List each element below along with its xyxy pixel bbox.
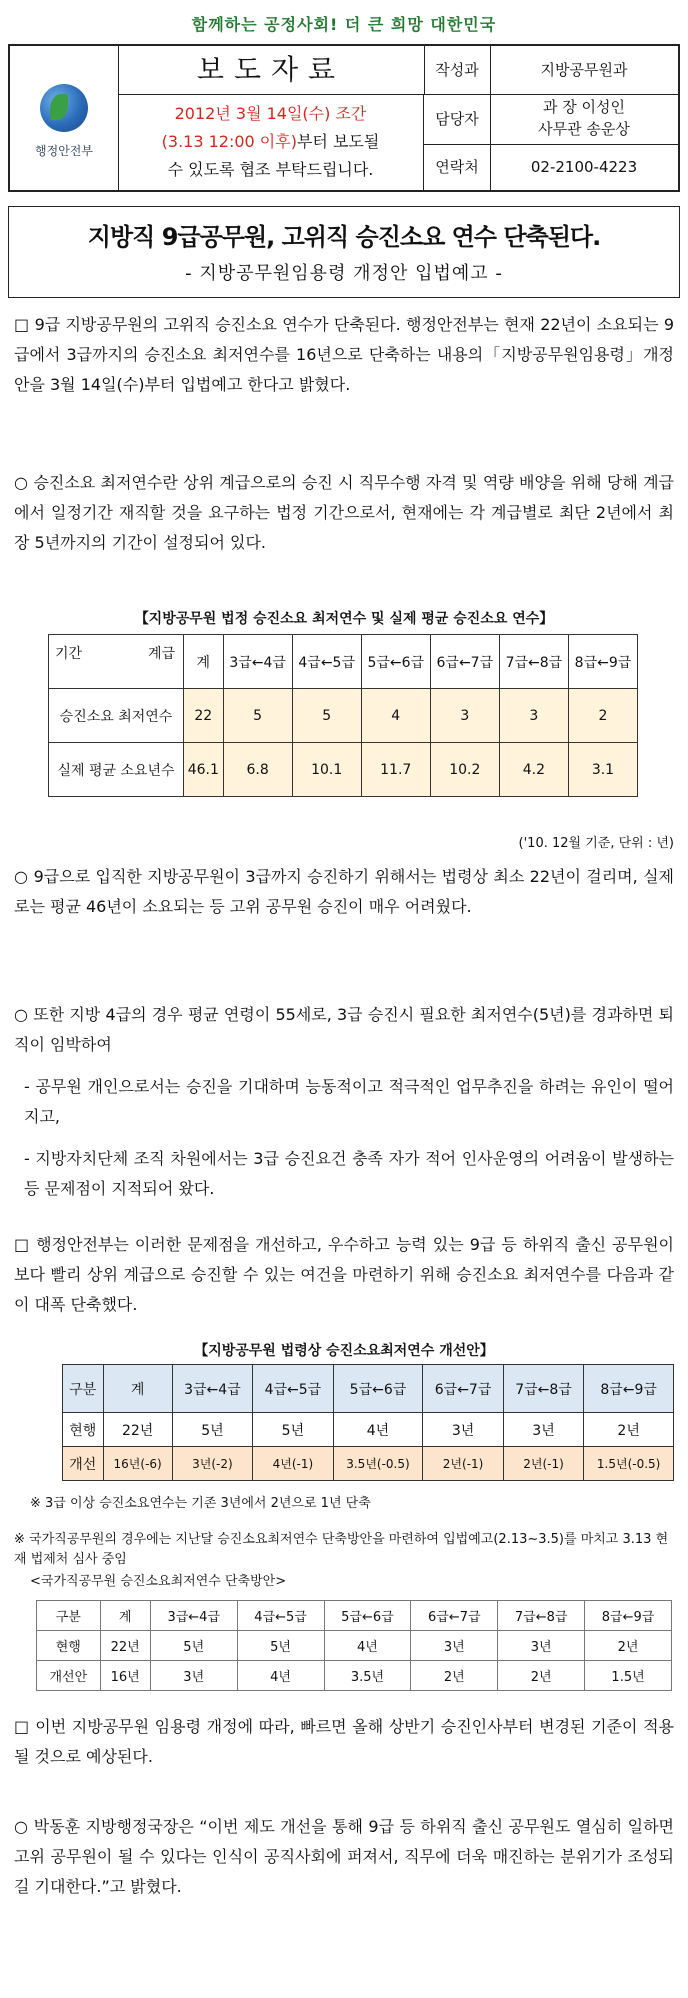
table2-header: 6급←7급	[423, 1365, 503, 1413]
logo-cell	[10, 46, 119, 190]
row-label: 개선안	[37, 1661, 101, 1691]
table3-header: 3급←4급	[150, 1601, 237, 1631]
logo-text: 행정안전부	[35, 144, 93, 158]
table-cell: 3	[499, 689, 568, 743]
table1-caption: 【지방공무원 법정 승진소요 최저연수 및 실제 평균 승진소요 연수】	[134, 611, 554, 627]
table-cell: 22년	[100, 1631, 150, 1661]
table-cell: 1.5년(-0.5)	[584, 1447, 674, 1481]
table-cell: 11.7	[361, 743, 430, 797]
paragraph-9: ○ 박동훈 지방행정국장은 “이번 제도 개선을 통해 9급 등 하위직 출신 공무원도 열심히 일하면 고위 공무원이 될 수 있다는 인식이 공직사회에 퍼져서, 직무에 더욱 매진하는 분위기가 조성되길 기대한다.”고 밝혔다.	[14, 1817, 674, 1896]
press-release-header	[8, 44, 680, 192]
table-cell: 10.2	[430, 743, 499, 797]
paragraph-4: ○ 또한 지방 4급의 경우 평균 연령이 55세로, 3급 승진시 필요한 최저연수(5년)를 경과하면 퇴직이 임박하여	[14, 1005, 674, 1054]
table2-footnote: ※ 3급 이상 승진소요연수는 기존 3년에서 2년으로 1년 단축	[30, 1496, 371, 1511]
table2-header: 구분	[63, 1365, 104, 1413]
table-cell: 3.5년(-0.5)	[333, 1447, 423, 1481]
paragraph-7: □ 행정안전부는 이러한 문제점을 개선하고, 우수하고 능력 있는 9급 등 하위직 출신 공무원이 보다 빨리 상위 계급으로 승진할 수 있는 여건을 마련하기 위해 승진소요 최저연수를 다음과 같이 대폭 단축했다.	[14, 1235, 674, 1314]
table-cell: 4년	[237, 1661, 324, 1691]
subheadline: - 지방공무원임용령 개정안 입법예고 -	[185, 263, 503, 284]
contact-person-label: 담당자	[424, 94, 491, 144]
table-row	[63, 1447, 674, 1481]
table1-header: 6급←7급	[430, 635, 499, 689]
table3-header: 구분	[37, 1601, 101, 1631]
table1-header: 8급←9급	[568, 635, 637, 689]
row-label: 실제 평균 소요년수	[49, 743, 184, 797]
table2-header: 계	[103, 1365, 172, 1413]
table-cell: 22년	[103, 1413, 172, 1447]
paragraph-2: ○ 승진소요 최저연수란 상위 계급으로의 승진 시 직무수행 자격 및 역량 배양을 위해 당해 계급에서 일정기간 재직할 것을 요구하는 법정 기간으로서, 현재에는 각 계급별로 최단 2년에서 최장 5년까지의 기간이 설정되어 있다.	[14, 473, 674, 552]
table2-header: 5급←6급	[333, 1365, 423, 1413]
table-cell: 3년	[503, 1413, 583, 1447]
table1-footnote: ('10. 12월 기준, 단위 : 년)	[518, 836, 674, 851]
table3-header: 5급←6급	[324, 1601, 411, 1631]
headline-box	[8, 206, 680, 298]
national-table-title: <국가직공무원 승진소요최저연수 단축방안>	[30, 1574, 287, 1589]
national-table	[36, 1600, 672, 1691]
table-cell: 3년	[423, 1413, 503, 1447]
table-cell: 5년	[150, 1631, 237, 1661]
table2-header: 8급←9급	[584, 1365, 674, 1413]
table3-header: 4급←5급	[237, 1601, 324, 1631]
table-cell: 5년	[237, 1631, 324, 1661]
embargo-time: (3.13 12:00 이후)	[161, 132, 297, 151]
table1-header: 5급←6급	[361, 635, 430, 689]
row-label: 승진소요 최저연수	[49, 689, 184, 743]
table-cell: 4	[361, 689, 430, 743]
author-dept-label: 작성과	[424, 46, 491, 94]
table1-header: 3급←4급	[223, 635, 292, 689]
table-cell: 4년	[324, 1631, 411, 1661]
table-cell: 6.8	[223, 743, 292, 797]
table-cell: 5	[223, 689, 292, 743]
phone-value: 02-2100-4223	[530, 158, 638, 176]
national-note: ※ 국가직공무원의 경우에는 지난달 승진소요최저연수 단축방안을 마련하여 입법예고(2.13∼3.5)를 마치고 3.13 현재 법제처 심사 중임	[14, 1532, 669, 1567]
table-cell: 3.1	[568, 743, 637, 797]
embargo-line3: 수 있도록 협조 부탁드립니다.	[167, 160, 374, 179]
table-cell: 2년	[585, 1631, 672, 1661]
table-cell: 4.2	[499, 743, 568, 797]
table1-header: 계	[184, 635, 224, 689]
table2-caption: 【지방공무원 법령상 승진소요최저연수 개선안】	[194, 1343, 494, 1359]
table3-header: 7급←8급	[498, 1601, 585, 1631]
embargo-notice	[118, 94, 424, 190]
table-cell: 22	[184, 689, 224, 743]
table-cell: 3년	[150, 1661, 237, 1691]
table-cell: 10.1	[292, 743, 361, 797]
table2-header: 3급←4급	[172, 1365, 252, 1413]
table-cell: 46.1	[184, 743, 224, 797]
paragraph-8: □ 이번 지방공무원 임용령 개정에 따라, 빠르면 올해 상반기 승진인사부터 변경된 기준이 적용될 것으로 예상된다.	[14, 1717, 674, 1766]
table-cell: 16년(-6)	[103, 1447, 172, 1481]
table-cell: 2년	[584, 1413, 674, 1447]
table2-header: 7급←8급	[503, 1365, 583, 1413]
paragraph-6: - 지방자치단체 조직 차원에서는 3급 승진요건 충족 자가 적어 인사운영의 어려움이 발생하는 등 문제점이 지적되어 왔다.	[24, 1149, 674, 1198]
table-row	[37, 1661, 672, 1691]
paragraph-1: □ 9급 지방공무원의 고위직 승진소요 연수가 단축된다. 행정안전부는 현재 22년이 소요되는 9급에서 3급까지의 승진소요 최저연수를 16년으로 단축하는 내용의「지방공무원임용령」개정안을 3월 14일(수)부터 입법예고 한다고 밝혔다.	[14, 315, 674, 394]
table-cell: 2년	[411, 1661, 498, 1691]
table-cell: 2년(-1)	[423, 1447, 503, 1481]
table-row	[49, 743, 638, 797]
table-cell: 3년	[411, 1631, 498, 1661]
table-cell: 2년	[498, 1661, 585, 1691]
min-years-table	[48, 634, 638, 797]
table-cell: 3.5년	[324, 1661, 411, 1691]
table3-header: 8급←9급	[585, 1601, 672, 1631]
table-cell: 4년(-1)	[253, 1447, 333, 1481]
slogan: 함께하는 공정사회! 더 큰 희망 대한민국	[191, 15, 497, 34]
table-cell: 2	[568, 689, 637, 743]
paragraph-5: - 공무원 개인으로서는 승진을 기대하며 능동적이고 적극적인 업무추진을 하려는 유인이 떨어지고,	[24, 1077, 674, 1126]
table-cell: 3년	[498, 1631, 585, 1661]
improvement-table	[62, 1364, 674, 1481]
author-dept-value: 지방공무원과	[540, 61, 628, 79]
table-row	[63, 1413, 674, 1447]
table-cell: 1.5년	[585, 1661, 672, 1691]
contact-person-value: 과 장 이성인 사무관 송운상	[538, 98, 630, 138]
table-cell: 5년	[172, 1413, 252, 1447]
row-label: 현행	[63, 1413, 104, 1447]
table-row	[37, 1631, 672, 1661]
row-label: 현행	[37, 1631, 101, 1661]
table-cell: 2년(-1)	[503, 1447, 583, 1481]
table3-header: 6급←7급	[411, 1601, 498, 1631]
table1-header: 7급←8급	[499, 635, 568, 689]
table3-header: 계	[100, 1601, 150, 1631]
table-cell: 4년	[333, 1413, 423, 1447]
table-cell: 5	[292, 689, 361, 743]
doc-title: 보도자료	[118, 46, 425, 95]
embargo-date: 2012년 3월 14일(수) 조간	[174, 104, 367, 123]
headline: 지방직 9급공무원, 고위직 승진소요 연수 단축된다.	[87, 223, 601, 251]
embargo-line2: 부터 보도될	[296, 132, 380, 151]
table1-header: 4급←5급	[292, 635, 361, 689]
table-cell: 3	[430, 689, 499, 743]
table-cell: 3년(-2)	[172, 1447, 252, 1481]
table1-corner: 기간 계급	[49, 635, 184, 689]
row-label: 개선	[63, 1447, 104, 1481]
paragraph-3: ○ 9급으로 입직한 지방공무원이 3급까지 승진하기 위해서는 법령상 최소 22년이 걸리며, 실제로는 평균 46년이 소요되는 등 고위 공무원 승진이 매우 어려웠다.	[14, 867, 674, 916]
table2-header: 4급←5급	[253, 1365, 333, 1413]
table-cell: 5년	[253, 1413, 333, 1447]
table-cell: 16년	[100, 1661, 150, 1691]
phone-label: 연락처	[424, 144, 491, 190]
table-row	[49, 689, 638, 743]
